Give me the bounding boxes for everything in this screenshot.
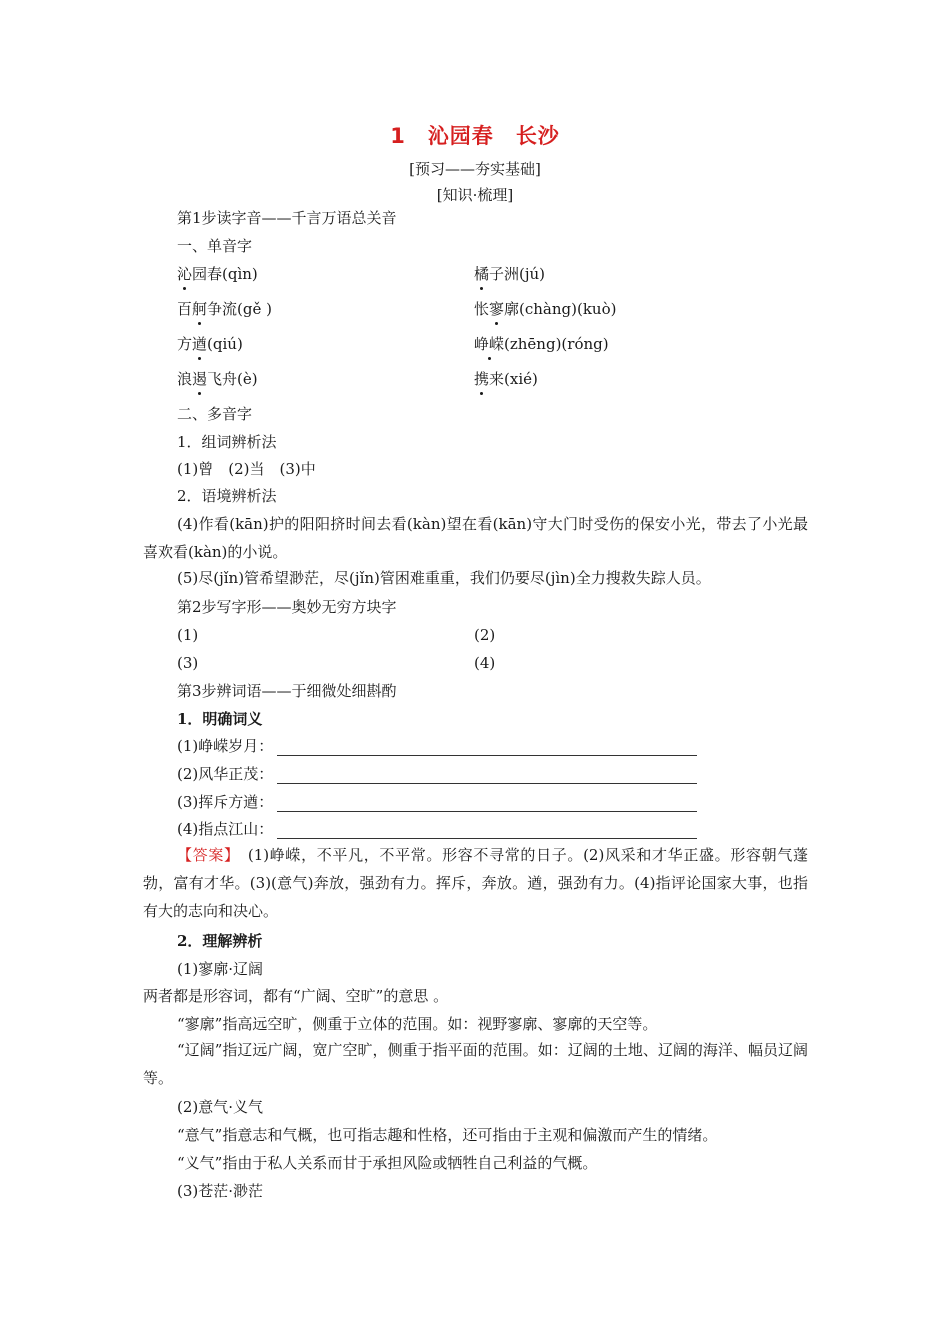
pinyin-item: 浪遏飞舟(è): [177, 370, 258, 388]
step3-heading: 第3步辨词语——于细微处细斟酌: [177, 682, 397, 700]
dotted-char: 舸: [192, 300, 208, 318]
glyph-item: (4): [474, 654, 496, 672]
method-heading: 1．组词辨析法: [177, 433, 277, 451]
term-row: (3)挥斥方遒：: [177, 792, 697, 812]
answer-blank: [277, 824, 697, 839]
sub-heading: 1．明确词义: [177, 710, 263, 728]
body-paragraph: “辽阔”指辽远广阔，宽广空旷，侧重于指平面的范围。如：辽阔的土地、辽阔的海洋、幅员辽阔等。: [143, 1041, 808, 1087]
single-sound-heading: 一、单音字: [177, 237, 253, 255]
answer-blank: [277, 769, 697, 784]
dotted-char: 峥嵘: [474, 335, 505, 353]
multi-sound-heading: 二、多音字: [177, 405, 253, 423]
dotted-char: 怅寥廓: [474, 300, 520, 318]
step1-heading: 第1步读字音——千言万语总关音: [177, 209, 397, 227]
pair-title: (3)苍茫·渺茫: [177, 1182, 264, 1200]
pinyin-item: 沁园春(qìn): [177, 265, 258, 283]
method-heading: 2．语境辨析法: [177, 487, 277, 505]
dotted-char: 携: [474, 370, 490, 388]
answer-tag: 【答案】: [177, 846, 233, 864]
glyph-item: (2): [474, 626, 496, 644]
body-line: “意气”指意志和气概，也可指志趣和性格，还可指由于主观和偏激而产生的情绪。: [177, 1126, 718, 1144]
answer-paragraph: 【答案】 (1)峥嵘，不平凡，不平常。形容不寻常的日子。(2)风采和才华正盛。形容朝气蓬勃，富有才华。(3)(意气)奔放，强劲有力。挥斥，奔放。遒，强劲有力。(4)指评论国家大事，也指有大的志向和决心。: [143, 846, 808, 920]
body-line: 两者都是形容词，都有“广阔、空旷”的意思 。: [143, 987, 449, 1005]
answer-blank: [277, 741, 697, 756]
dotted-char: 橘: [474, 265, 490, 283]
pinyin-item: 携来(xié): [474, 370, 538, 388]
dotted-char: 遏: [192, 370, 208, 388]
body-line: “义气”指由于私人关系而甘于承担风险或牺牲自己利益的气概。: [177, 1154, 598, 1172]
glyph-item: (3): [177, 654, 199, 672]
subsection-label: [知识·梳理]: [436, 186, 514, 204]
term-row: (4)指点江山：: [177, 819, 697, 839]
pinyin-item: 怅寥廓(chàng)(kuò): [474, 300, 617, 318]
pinyin-item: 橘子洲(jú): [474, 265, 546, 283]
context-paragraph: (5)尽(jǐn)管希望渺茫，尽(jǐn)管困难重重，我们仍要尽(jìn)全力搜救失踪人员。: [177, 569, 711, 587]
sub-heading: 2．理解辨析: [177, 932, 263, 950]
pinyin-item: 峥嵘(zhēng)(róng): [474, 335, 609, 353]
lesson-number: 1: [390, 124, 406, 148]
pinyin-item: 方遒(qiú): [177, 335, 243, 353]
dotted-char: 遒: [192, 335, 208, 353]
dotted-char: 沁: [177, 265, 193, 283]
term-row: (1)峥嵘岁月：: [177, 736, 697, 756]
pair-title: (2)意气·义气: [177, 1098, 264, 1116]
term-row: (2)风华正茂：: [177, 764, 697, 784]
lesson-title: [0, 120, 950, 150]
context-paragraph: (4)作看(kān)护的阳阳挤时间去看(kàn)望在看(kān)守大门时受伤的保安小光，带去了小光最喜欢看(kàn)的小说。: [143, 515, 808, 561]
method-items: (1)曾 (2)当 (3)中: [177, 460, 316, 478]
pair-title: (1)寥廓·辽阔: [177, 960, 264, 978]
lesson-name: 沁园春: [427, 124, 494, 148]
pinyin-item: 百舸争流(gě ): [177, 300, 272, 318]
glyph-item: (1): [177, 626, 199, 644]
section-label: [预习——夯实基础]: [409, 160, 541, 178]
answer-blank: [277, 797, 697, 812]
lesson-subtitle: 长沙: [515, 124, 560, 148]
step2-heading: 第2步写字形——奥妙无穷方块字: [177, 598, 397, 616]
body-line: “寥廓”指高远空旷，侧重于立体的范围。如：视野寥廓、寥廓的天空等。: [177, 1015, 658, 1033]
